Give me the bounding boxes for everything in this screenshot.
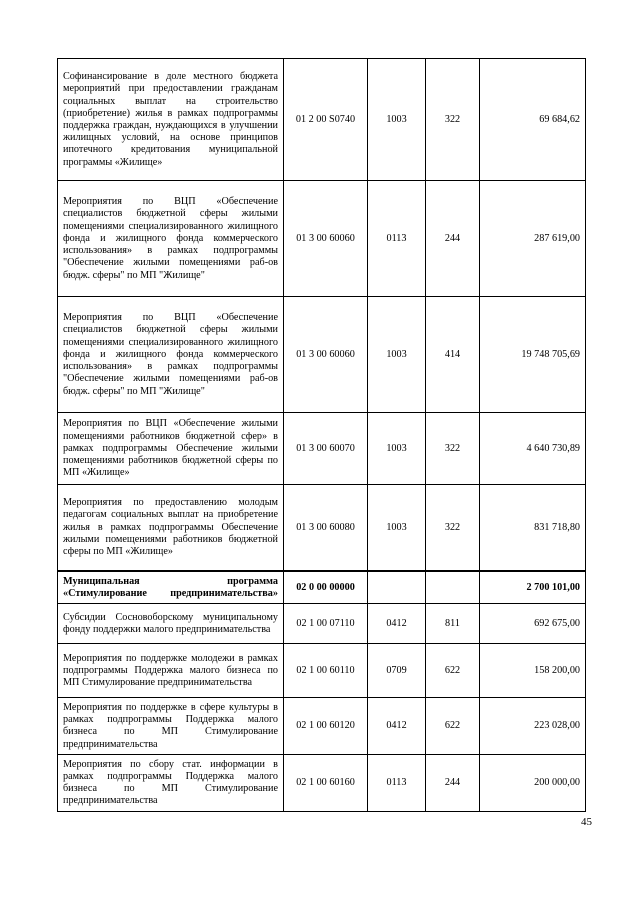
row-amount: 69 684,62 — [480, 59, 586, 181]
row-expense-type-code: 244 — [426, 181, 480, 297]
row-description: Мероприятия по ВЦП «Обеспечение жилыми помещениями работников бюджетной сфер» в рамках подпрограммы Обеспечение жилыми помещениями работников бюджетной сферы по МП «Жилище» — [58, 413, 284, 485]
row-description: Мероприятия по ВЦП «Обеспечение специалистов бюджетной сферы жилыми помещениями специализированного жилищного фонда и жилищного фонда коммерческого использования» в рамках подпрограммы "Обеспечение жилыми помещениями раб-ов бюдж. сферы" по МП "Жилище" — [58, 181, 284, 297]
row-target-article-code: 01 3 00 60070 — [284, 413, 368, 485]
row-target-article-code: 02 1 00 60110 — [284, 643, 368, 697]
row-section-code: 1003 — [368, 485, 426, 571]
row-expense-type-code: 244 — [426, 754, 480, 811]
row-expense-type-code: 322 — [426, 413, 480, 485]
row-target-article-code: 02 1 00 60120 — [284, 697, 368, 754]
table-row — [58, 643, 586, 697]
row-description: Мероприятия по поддержке в сфере культуры в рамках подпрограммы Поддержка малого бизнеса по МП Стимулирование предпринимательства — [58, 697, 284, 754]
row-amount: 287 619,00 — [480, 181, 586, 297]
table-row — [58, 697, 586, 754]
row-expense-type-code: 322 — [426, 59, 480, 181]
table-row — [58, 181, 586, 297]
row-section-code — [368, 571, 426, 604]
row-amount: 200 000,00 — [480, 754, 586, 811]
row-amount: 831 718,80 — [480, 485, 586, 571]
row-target-article-code: 02 0 00 00000 — [284, 571, 368, 604]
row-section-code: 0412 — [368, 603, 426, 643]
table-row — [58, 485, 586, 571]
row-description: Субсидии Сосновоборскому муниципальному фонду поддержки малого предпринимательства — [58, 603, 284, 643]
row-expense-type-code — [426, 571, 480, 604]
table-row — [58, 297, 586, 413]
row-section-code: 0113 — [368, 754, 426, 811]
row-amount: 2 700 101,00 — [480, 571, 586, 604]
row-target-article-code: 01 3 00 60080 — [284, 485, 368, 571]
table-row — [58, 571, 586, 604]
row-target-article-code: 01 3 00 60060 — [284, 297, 368, 413]
budget-table-body — [58, 59, 586, 812]
row-description: Муниципальная программа «Стимулирование предпринимательства» — [58, 571, 284, 604]
row-amount: 692 675,00 — [480, 603, 586, 643]
row-expense-type-code: 622 — [426, 697, 480, 754]
row-description: Софинансирование в доле местного бюджета мероприятий при предоставлении гражданам социальных выплат на строительство (приобретение) жилья в рамках подпрограммы поддержка граждан, нуждающихся в улучшении жилищных условий, на основе принципов ипотечного кредитования муниципальной программы «Жилище» — [58, 59, 284, 181]
row-description: Мероприятия по ВЦП «Обеспечение специалистов бюджетной сферы жилыми помещениями специализированного жилищного фонда и жилищного фонда коммерческого использования» в рамках подпрограммы "Обеспечение жилыми помещениями раб-ов бюдж. сферы" по МП "Жилище" — [58, 297, 284, 413]
row-target-article-code: 02 1 00 07110 — [284, 603, 368, 643]
row-section-code: 1003 — [368, 413, 426, 485]
page-number: 45 — [581, 816, 592, 828]
row-section-code: 0412 — [368, 697, 426, 754]
row-amount: 223 028,00 — [480, 697, 586, 754]
row-amount: 158 200,00 — [480, 643, 586, 697]
table-row — [58, 413, 586, 485]
row-section-code: 1003 — [368, 297, 426, 413]
row-description: Мероприятия по поддержке молодежи в рамках подпрограммы Поддержка малого бизнеса по МП Стимулирование предпринимательства — [58, 643, 284, 697]
row-amount: 4 640 730,89 — [480, 413, 586, 485]
row-description: Мероприятия по сбору стат. информации в рамках подпрограммы Поддержка малого бизнеса по МП Стимулирование предпринимательства — [58, 754, 284, 811]
row-expense-type-code: 322 — [426, 485, 480, 571]
row-expense-type-code: 414 — [426, 297, 480, 413]
row-expense-type-code: 811 — [426, 603, 480, 643]
row-target-article-code: 01 3 00 60060 — [284, 181, 368, 297]
row-section-code: 0709 — [368, 643, 426, 697]
row-section-code: 1003 — [368, 59, 426, 181]
row-description: Мероприятия по предоставлению молодым педагогам социальных выплат на приобретение жилья в рамках подпрограммы Обеспечение жилыми помещениями работников бюджетной сферы по МП «Жилище» — [58, 485, 284, 571]
row-target-article-code: 01 2 00 S0740 — [284, 59, 368, 181]
table-row — [58, 603, 586, 643]
table-row — [58, 754, 586, 811]
table-row — [58, 59, 586, 181]
row-expense-type-code: 622 — [426, 643, 480, 697]
row-target-article-code: 02 1 00 60160 — [284, 754, 368, 811]
row-amount: 19 748 705,69 — [480, 297, 586, 413]
row-section-code: 0113 — [368, 181, 426, 297]
budget-table — [57, 58, 586, 812]
